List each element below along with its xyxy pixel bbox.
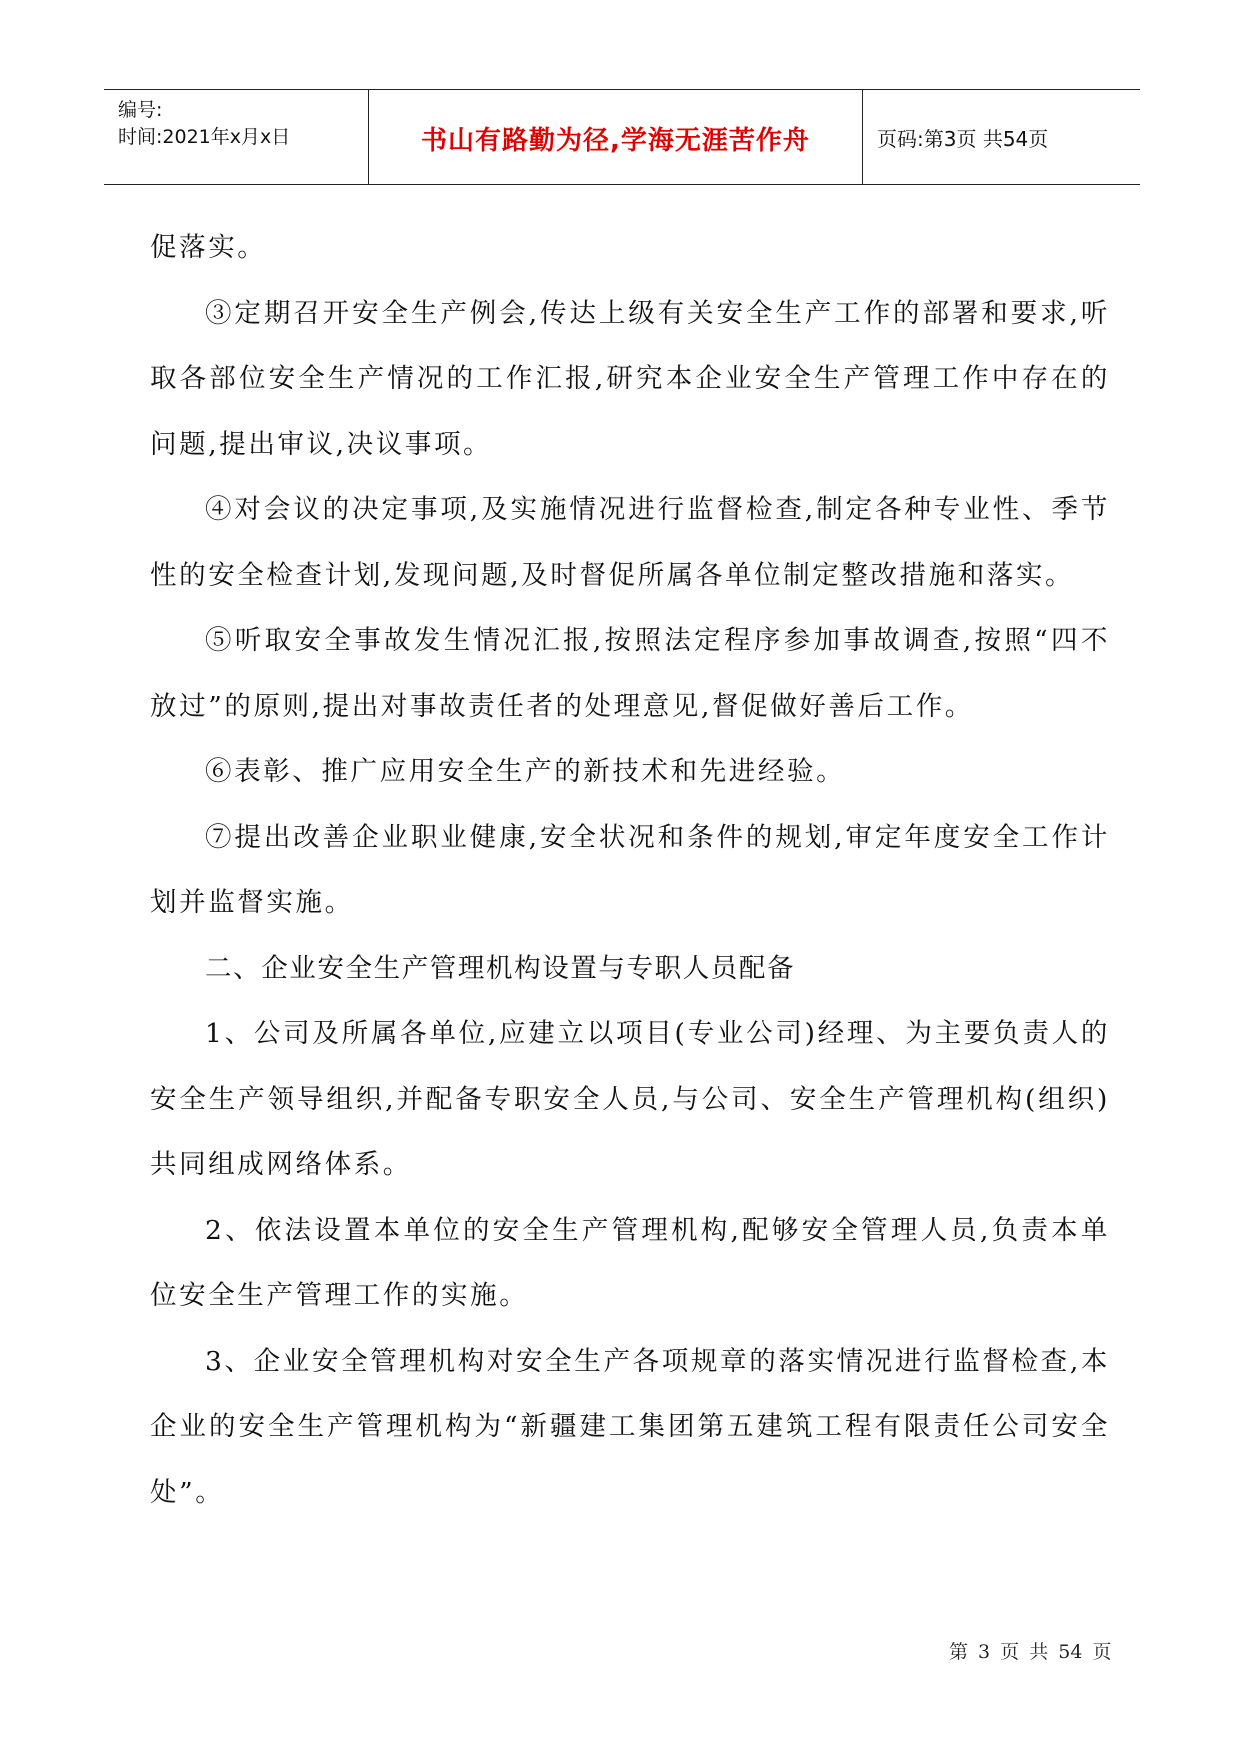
paragraph-item-4: ④对会议的决定事项,及实施情况进行监督检查,制定各种专业性、季节性的安全检查计划,发现问题,及时督促所属各单位制定整改措施和落实。 [150,494,1110,591]
header-page-cell [863,90,1140,184]
header-meta-cell [104,90,369,184]
document-number-label: 编号: [118,99,163,121]
document-body [150,215,1110,1525]
page-footer-number: 第 3 页 共 54 页 [949,1641,1112,1663]
header-motto-cell [369,90,863,184]
section-heading: 二、企业安全生产管理机构设置与专职人员配备 [205,952,796,984]
paragraph-item-5: ⑤听取安全事故发生情况汇报,按照法定程序参加事故调查,按照“四不放过”的原则,提出对事故责任者的处理意见,督促做好善后工作。 [150,625,1110,722]
paragraph-point-3: 3、企业安全管理机构对安全生产各项规章的落实情况进行监督检查,本企业的安全生产管理机构为“新疆建工集团第五建筑工程有限责任公司安全处”。 [150,1345,1110,1508]
paragraph-point-1: 1、公司及所属各单位,应建立以项目(专业公司)经理、为主要负责人的安全生产领导组织,并配备专职安全人员,与公司、安全生产管理机构(组织)共同组成网络体系。 [150,1018,1110,1180]
paragraph-continuation: 促落实。 [150,232,267,263]
document-header [104,89,1140,185]
header-motto: 书山有路勤为径,学海无涯苦作舟 [421,126,810,156]
paragraph-item-3: ③定期召开安全生产例会,传达上级有关安全生产工作的部署和要求,听取各部位安全生产情况的工作汇报,研究本企业安全生产管理工作中存在的问题,提出审议,决议事项。 [150,297,1110,460]
paragraph-point-2: 2、依法设置本单位的安全生产管理机构,配够安全管理人员,负责本单位安全生产管理工作的实施。 [150,1214,1110,1311]
header-page-info: 页码:第3页 共54页 [877,127,1049,151]
document-time-label: 时间:2021年x月x日 [118,126,291,148]
paragraph-item-7: ⑦提出改善企业职业健康,安全状况和条件的规划,审定年度安全工作计划并监督实施。 [150,821,1110,918]
paragraph-item-6: ⑥表彰、推广应用安全生产的新技术和先进经验。 [205,756,846,787]
